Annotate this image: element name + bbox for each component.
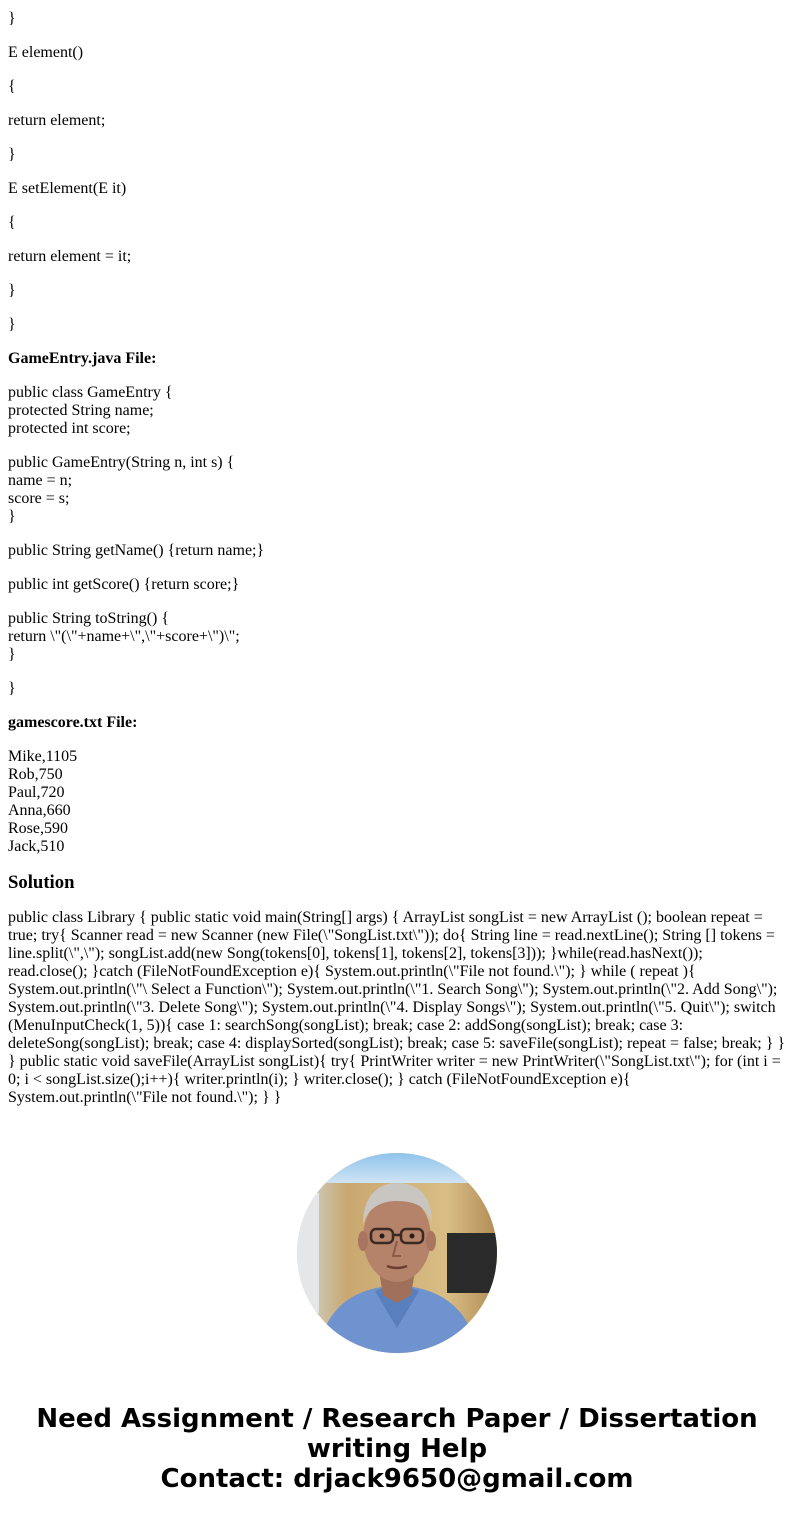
code-line: } (8, 508, 16, 525)
code-line: { (8, 214, 16, 231)
code-line: score = s; (8, 490, 70, 507)
code-line: } (8, 680, 16, 697)
code-block (8, 610, 786, 664)
code-line: { (8, 78, 16, 95)
score-line: Rose,590 (8, 820, 68, 837)
code-line: } (8, 646, 16, 663)
code-line: } (8, 10, 16, 27)
score-line: Anna,660 (8, 802, 71, 819)
code-line: } (8, 316, 16, 333)
score-line: Rob,750 (8, 766, 63, 783)
code-line: name = n; (8, 472, 73, 489)
contact-email[interactable]: Contact: drjack9650@gmail.com (160, 1464, 634, 1494)
gamescore-list (8, 748, 786, 856)
code-block (8, 454, 786, 526)
code-line: return \"(\"+name+\",\"+score+\")\"; (8, 628, 240, 645)
code-line: protected String name; (8, 402, 154, 419)
code-line: } (8, 282, 16, 299)
promo-line: writing Help (306, 1434, 488, 1464)
score-line: Paul,720 (8, 784, 65, 801)
code-line: public class GameEntry { (8, 384, 173, 401)
code-line: return element; (8, 112, 106, 129)
solution-heading: Solution (8, 872, 75, 893)
code-line: public int getScore() {return score;} (8, 576, 240, 593)
code-block (8, 542, 786, 560)
gameentry-heading: GameEntry.java File: (8, 350, 157, 367)
score-line: Jack,510 (8, 838, 65, 855)
author-photo-icon (297, 1153, 497, 1353)
code-line: public String getName() {return name;} (8, 542, 265, 559)
code-line: } (8, 146, 16, 163)
code-block (8, 576, 786, 594)
code-line: return element = it; (8, 248, 132, 265)
score-line: Mike,1105 (8, 748, 78, 765)
gamescore-heading: gamescore.txt File: (8, 714, 138, 731)
promo-line: Need Assignment / Research Paper / Dissertation (36, 1404, 758, 1434)
code-block (8, 680, 786, 698)
promo-banner (0, 1404, 794, 1494)
code-line: E element() (8, 44, 84, 61)
solution-text: public class Library { public static void main(String[] args) { ArrayList songList = new ArrayList (); boolean repeat = true; try{ Scanner read = new Scanner (new File(\"SongList.txt\")); do{ String line = read.nextLine(); String [] tokens = line.split(\",\"); songList.add(new Song(tokens[0], tokens[1], tokens[2], tokens[3])); }while(read.hasNext()); read.close(); }catch (FileNotFoundException e){ System.out.println(\"File not found.\"); } while ( repeat ){ System.out.println(\"\ Select a Function\"); System.out.println(\"1. Search Song\"); System.out.println(\"2. Add Song\"); System.out.println(\"3. Delete Song\"); System.out.println(\"4. Display Songs\"); System.out.println(\"5. Quit\"); switch (MenuInputCheck(1, 5)){ case 1: searchSong(songList); break; case 2: addSong(songList); break; case 3: deleteSong(songList); break; case 4: displaySorted(songList); break; case 5: saveFile(songList); repeat = false; break; } } } public static void saveFile(ArrayList songList){ try{ PrintWriter writer = new PrintWriter(\"SongList.txt\"); for (int i = 0; i < songList.size();i++){ writer.println(i); } writer.close(); } catch (FileNotFoundException e){ System.out.println(\"File not found.\"); } } (8, 909, 786, 1106)
author-avatar (297, 1153, 497, 1353)
code-line: public String toString() { (8, 610, 170, 627)
code-line: protected int score; (8, 420, 131, 437)
code-line: E setElement(E it) (8, 180, 127, 197)
code-block (8, 384, 786, 438)
code-line: public GameEntry(String n, int s) { (8, 454, 235, 471)
